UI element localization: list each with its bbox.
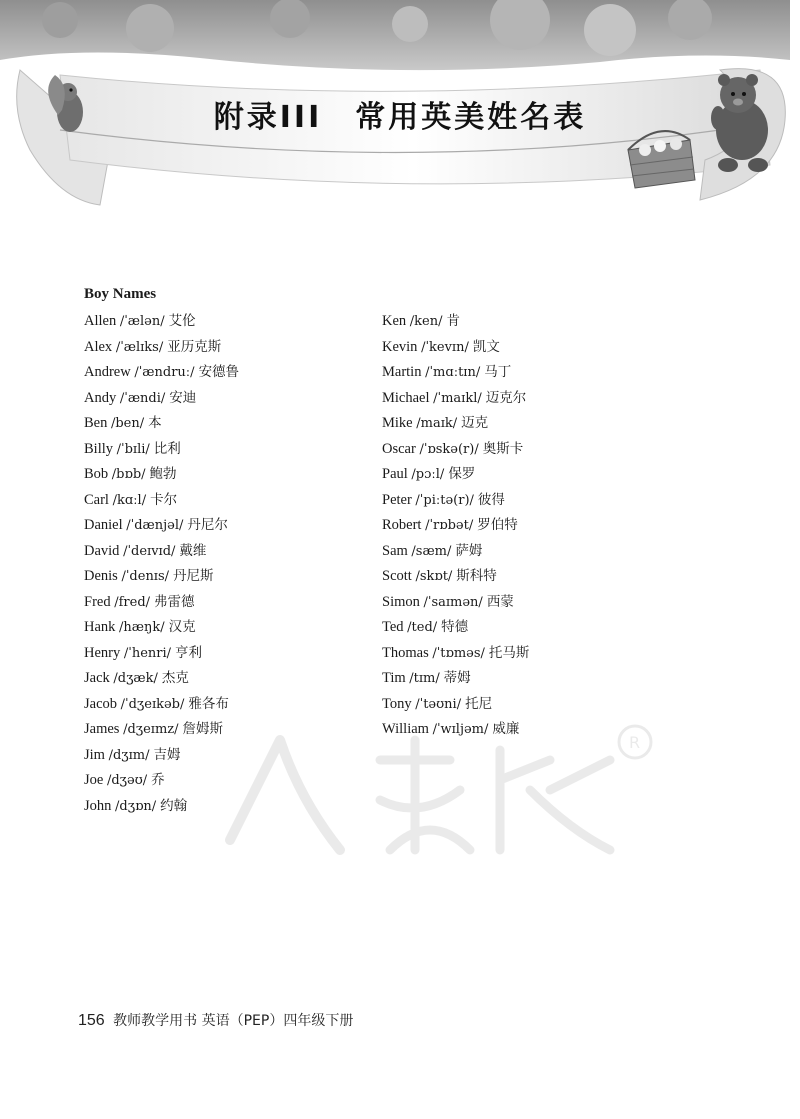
page-number: 156 (78, 1012, 105, 1029)
chinese-name: 比利 (153, 440, 181, 457)
section-heading: Boy Names (84, 286, 157, 302)
phonetic: /ˈrɒbət/ (425, 518, 474, 533)
english-name: Tony (382, 695, 412, 712)
english-name: Michael (382, 389, 430, 406)
phonetic: /dʒæk/ (113, 671, 158, 686)
phonetic: /ˈbɪli/ (116, 441, 150, 457)
footer-book-title: 教师教学用书 英语（PEP）四年级下册 (113, 1013, 354, 1029)
name-entry (382, 411, 529, 437)
english-name: Allen (84, 313, 117, 329)
phonetic: /kɑːl/ (112, 492, 147, 508)
chinese-name: 奥斯卡 (482, 440, 524, 457)
english-name: Ken (382, 313, 407, 329)
name-entry (382, 462, 529, 488)
name-entry (84, 692, 239, 718)
english-name: Fred (84, 593, 111, 610)
english-name: Jack (84, 670, 110, 686)
english-name: Hank (84, 619, 116, 635)
phonetic: /maɪk/ (416, 416, 458, 431)
english-name: Ted (382, 619, 404, 635)
phonetic: /ted/ (407, 620, 438, 635)
english-name: Tim (382, 670, 406, 686)
phonetic: /ˈændruː/ (134, 365, 195, 380)
name-entry (84, 437, 239, 463)
english-name: Sam (382, 542, 408, 559)
chinese-name: 迈克 (461, 415, 489, 431)
phonetic: /skɒt/ (415, 569, 453, 584)
name-entry (382, 666, 529, 692)
phonetic: /ˈsaɪmən/ (423, 594, 483, 610)
english-name: Peter (382, 491, 412, 508)
phonetic: /bɒb/ (111, 467, 146, 482)
name-entry (382, 386, 529, 412)
name-entry (84, 411, 239, 437)
chinese-name: 威廉 (492, 721, 520, 737)
chinese-name: 亚历克斯 (167, 338, 222, 355)
chinese-name: 安德鲁 (198, 364, 240, 380)
english-name: Simon (382, 593, 420, 610)
page-title: 附录III 常用英美姓名表 (213, 100, 587, 135)
name-entry (84, 564, 239, 590)
name-entry (84, 309, 239, 335)
english-name: Kevin (382, 338, 418, 355)
phonetic: /ben/ (110, 416, 145, 431)
name-entry (382, 335, 529, 361)
chinese-name: 蒂姆 (443, 670, 471, 686)
chinese-name: 罗伯特 (477, 517, 518, 533)
phonetic: /ˈtəʊni/ (415, 696, 462, 712)
phonetic: /dʒɪm/ (108, 747, 150, 763)
name-entry (84, 462, 239, 488)
name-entry (84, 360, 239, 386)
chinese-name: 雅各布 (188, 695, 229, 712)
name-entry (382, 488, 529, 514)
chinese-name: 鲍勃 (149, 466, 177, 482)
names-column-right (382, 309, 529, 743)
name-entry (84, 488, 239, 514)
name-entry (84, 386, 239, 412)
english-name: Jim (84, 746, 105, 763)
chinese-name: 吉姆 (153, 746, 181, 763)
name-entry (382, 539, 529, 565)
english-name: James (84, 721, 120, 737)
name-entry (84, 641, 239, 667)
chinese-name: 凯文 (472, 338, 500, 355)
publisher-watermark-logo (190, 720, 660, 870)
english-name: Paul (382, 466, 408, 482)
english-name: Oscar (382, 440, 416, 457)
english-name: Joe (84, 772, 104, 788)
phonetic: /ˈpiːtə(r)/ (415, 492, 474, 508)
chinese-name: 托马斯 (488, 644, 530, 661)
english-name: Billy (84, 440, 114, 457)
english-name: Andrew (84, 364, 131, 380)
chinese-name: 亨利 (175, 644, 203, 661)
chinese-name: 保罗 (448, 466, 476, 482)
chinese-name: 卡尔 (150, 491, 178, 508)
name-entry (382, 564, 529, 590)
chinese-name: 肯 (446, 313, 460, 329)
english-name: William (382, 721, 429, 737)
english-name: Henry (84, 644, 121, 661)
english-name: Jacob (84, 695, 118, 712)
chinese-name: 杰克 (161, 670, 189, 686)
chinese-name: 萨姆 (455, 542, 483, 559)
chinese-name: 西蒙 (486, 593, 514, 610)
name-entry (84, 539, 239, 565)
name-entry (382, 360, 529, 386)
name-entry (382, 641, 529, 667)
chinese-name: 迈克尔 (485, 389, 527, 406)
english-name: Bob (84, 466, 109, 482)
english-name: Scott (382, 568, 412, 584)
english-name: Ben (84, 415, 108, 431)
english-name: Martin (382, 364, 422, 380)
english-name: Daniel (84, 517, 123, 533)
phonetic: /ˈkevɪn/ (421, 339, 469, 355)
name-entry (84, 590, 239, 616)
phonetic: /pɔːl/ (411, 467, 445, 482)
english-name: Mike (382, 415, 413, 431)
chinese-name: 托尼 (465, 695, 493, 712)
phonetic: /tɪm/ (409, 671, 440, 686)
name-entry (382, 309, 529, 335)
name-entry (84, 666, 239, 692)
chinese-name: 丹尼尔 (187, 517, 228, 533)
name-entry (84, 615, 239, 641)
phonetic: /dʒɒn/ (115, 798, 157, 814)
chinese-name: 詹姆斯 (182, 721, 224, 737)
chinese-name: 丹尼斯 (173, 568, 214, 584)
phonetic: /ˈdeɪvɪd/ (123, 543, 176, 559)
name-entry (84, 513, 239, 539)
chinese-name: 约翰 (160, 797, 188, 814)
phonetic: /ˈælən/ (119, 314, 165, 329)
english-name: Andy (84, 389, 117, 406)
english-name: John (84, 797, 112, 814)
phonetic: /fred/ (114, 594, 151, 610)
chinese-name: 安迪 (169, 389, 197, 406)
chinese-name: 特德 (441, 619, 469, 635)
phonetic: /sæm/ (411, 543, 452, 559)
english-name: Denis (84, 568, 118, 584)
phonetic: /ˈɒskə(r)/ (419, 441, 479, 457)
name-entry (382, 692, 529, 718)
name-entry (382, 615, 529, 641)
english-name: Thomas (382, 644, 429, 661)
phonetic: /ˈmaɪkl/ (433, 390, 482, 406)
phonetic: /ˈwɪljəm/ (432, 722, 489, 737)
name-entry (382, 437, 529, 463)
phonetic: /ˈælɪks/ (115, 339, 164, 355)
phonetic: /hæŋk/ (119, 620, 165, 635)
name-list-right (382, 309, 529, 743)
phonetic: /ˈdʒeɪkəb/ (120, 696, 185, 712)
chinese-name: 乔 (151, 772, 165, 788)
page-footer (78, 1010, 353, 1030)
chinese-name: 本 (148, 415, 162, 431)
english-name: David (84, 542, 120, 559)
phonetic: /dʒeɪmz/ (123, 722, 179, 737)
chinese-name: 艾伦 (168, 313, 196, 329)
phonetic: /ˈdenɪs/ (121, 569, 170, 584)
name-entry (382, 590, 529, 616)
name-entry (84, 335, 239, 361)
english-name: Alex (84, 338, 113, 355)
phonetic: /ˈhenri/ (123, 645, 172, 661)
svg-text:R: R (629, 733, 641, 752)
english-name: Carl (84, 491, 109, 508)
phonetic: /ˈtɒməs/ (432, 645, 485, 661)
chinese-name: 马丁 (484, 364, 512, 380)
phonetic: /ˈdænjəl/ (126, 518, 184, 533)
chinese-name: 斯科特 (456, 568, 497, 584)
phonetic: /dʒəʊ/ (106, 773, 148, 788)
chinese-name: 彼得 (477, 491, 505, 508)
chinese-name: 汉克 (168, 619, 196, 635)
name-entry (382, 513, 529, 539)
phonetic: /ken/ (409, 314, 443, 329)
chinese-name: 戴维 (179, 542, 207, 559)
english-name: Robert (382, 517, 422, 533)
chinese-name: 弗雷德 (154, 593, 195, 610)
phonetic: /ˈændi/ (119, 390, 166, 406)
phonetic: /ˈmɑːtɪn/ (425, 365, 481, 380)
